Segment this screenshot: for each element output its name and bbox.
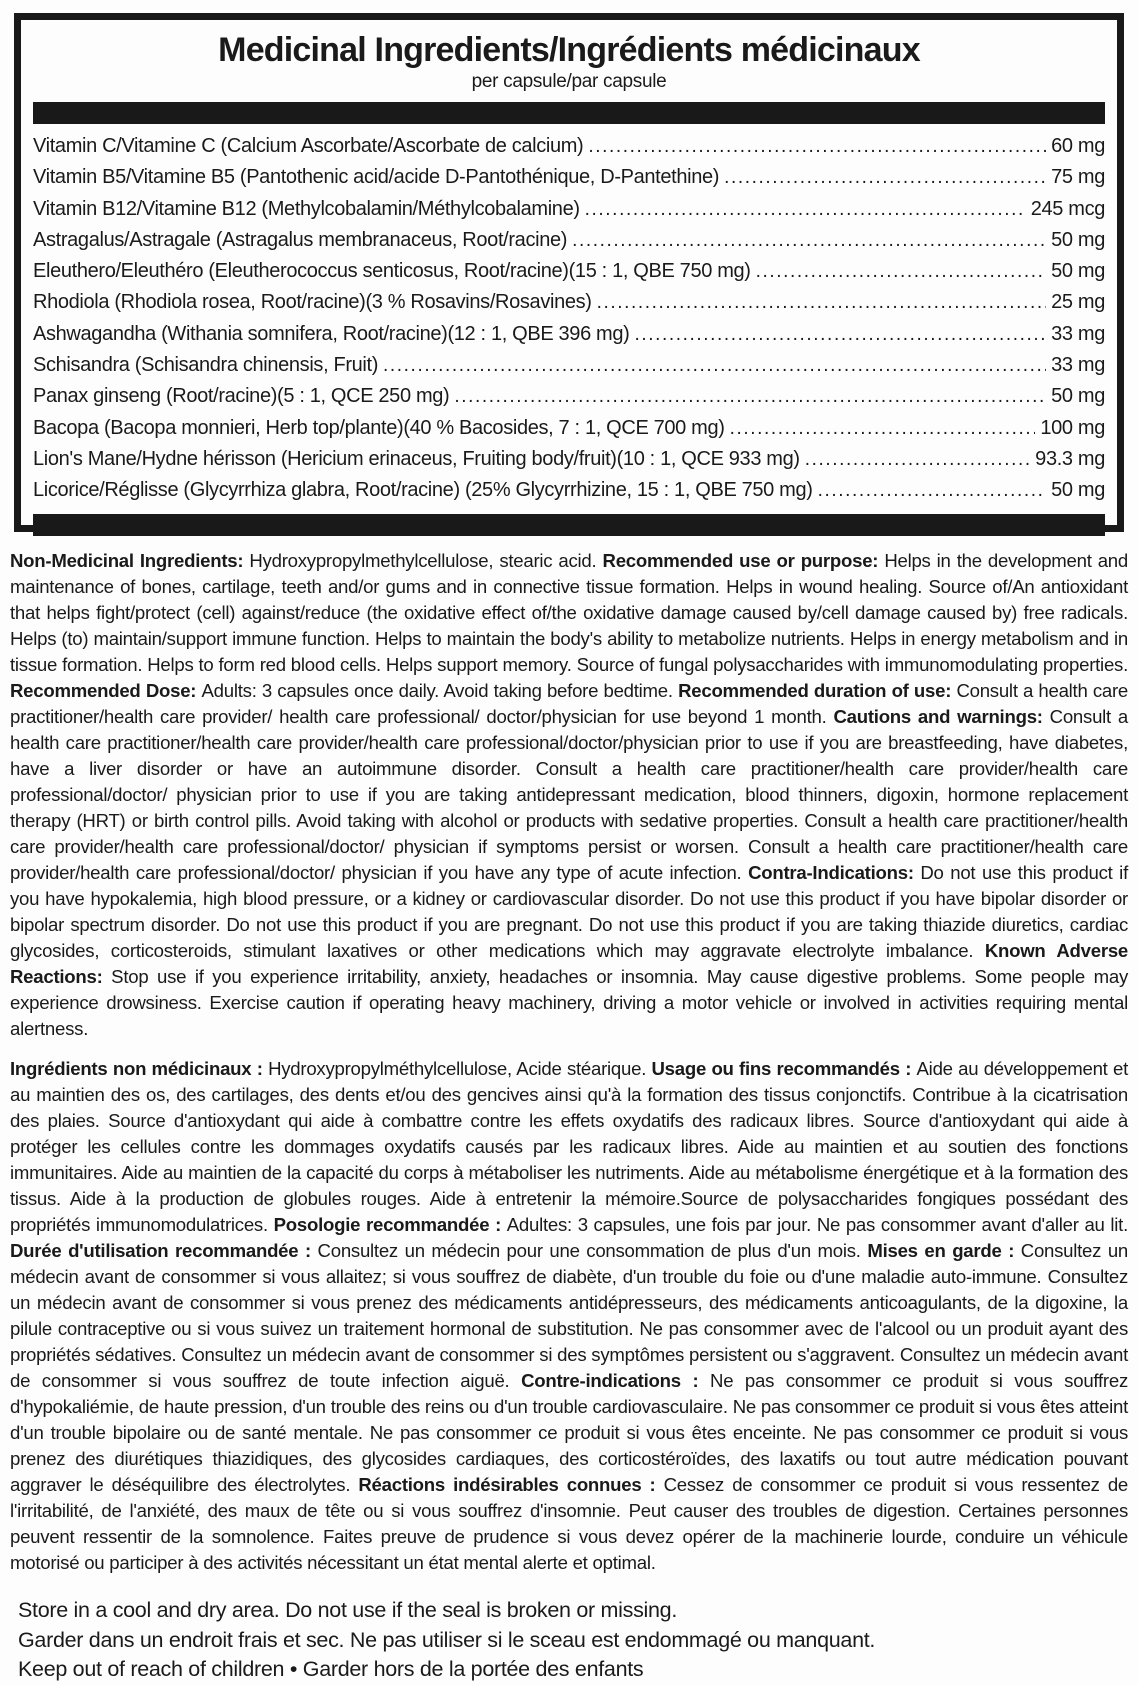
ingredient-amount: 33 mg	[1051, 354, 1105, 377]
section-heading: Réactions indésirables connues :	[358, 1474, 664, 1495]
ingredient-amount: 75 mg	[1051, 166, 1105, 189]
section-heading: Known Adverse Reactions:	[10, 940, 1129, 987]
ingredient-name: Schisandra (Schisandra chinensis, Fruit)	[33, 354, 379, 377]
section-text: Hydroxypropylméthylcellulose, Acide stéarique.	[268, 1058, 652, 1079]
ingredients-list	[33, 124, 1105, 507]
dot-leader	[724, 163, 1046, 193]
english-info-paragraph	[10, 548, 1128, 1042]
storage-line-en: Store in a cool and dry area. Do not use if the seal is broken or missing.	[18, 1598, 677, 1622]
section-heading: Non-Medicinal Ingredients:	[10, 550, 250, 571]
section-heading: Durée d'utilisation recommandée :	[10, 1240, 318, 1261]
section-text: Adults: 3 capsules once daily. Avoid taking before bedtime.	[201, 680, 679, 701]
dot-leader	[756, 257, 1047, 287]
ingredient-row	[33, 319, 1105, 350]
ingredient-amount: 25 mg	[1051, 291, 1105, 314]
section-heading: Recommended Dose:	[10, 680, 202, 701]
ingredient-row	[33, 475, 1105, 506]
ingredient-name: Licorice/Réglisse (Glycyrrhiza glabra, Root/racine) (25% Glycyrrhizine, 15 : 1, QBE 750 mg)	[33, 479, 813, 502]
dot-leader	[585, 195, 1026, 225]
storage-instructions	[18, 1596, 1128, 1685]
ingredient-amount: 50 mg	[1051, 260, 1105, 283]
section-heading: Recommended duration of use:	[678, 680, 957, 701]
ingredient-name: Eleuthero/Eleuthéro (Eleutherococcus senticosus, Root/racine)(15 : 1, QBE 750 mg)	[33, 260, 751, 283]
ingredient-row	[33, 194, 1105, 225]
ingredient-name: Vitamin C/Vitamine C (Calcium Ascorbate/Ascorbate de calcium)	[33, 135, 584, 157]
section-heading: Recommended use or purpose:	[602, 550, 885, 571]
ingredient-row	[33, 444, 1105, 475]
ingredient-row	[33, 413, 1105, 444]
divider-bar-bottom	[33, 514, 1105, 536]
section-text: Cessez de consommer ce produit si vous ressentez de l'irritabilité, de l'anxiété, des maux de tête ou si vous souffrez d'insomnie. Peut causer des troubles de digestion. Certaines personnes peuvent ressentir de la somnolence. Faites preuve de prudence si vous devez opérer de la machinerie lourde, conduire un véhicule motorisé ou participer à des activités nécessitant un état mental alerte et optimal.	[10, 1474, 1129, 1573]
section-text: Do not use this product if you have hypokalemia, high blood pressure, or a kidney or cardiovascular disorder. Do not use this product if you have bipolar disorder or bipolar spectrum disorder. Do not use this product if you are pregnant. Do not use this product if you are taking thiazide diuretics, cardiac glycosides, corticosteroids, stimulant laxatives or other medications which may aggravate electrolyte imbalance.	[10, 862, 1128, 961]
section-text: Consult a health care practitioner/health care provider/health care professional/doctor/physician prior to use if you are breastfeeding, have diabetes, have a liver disorder or have an autoimmune disorder. Consult a health care practitioner/health care provider/health care professional/doctor/ physician prior to use if you are taking antidepressant medication, blood thinners, digoxin, hormone replacement therapy (HRT) or birth control pills. Avoid taking with alcohol or products with sedative properties. Consult a health care practitioner/health care provider/health care professional/doctor/ physician if symptoms persist or worsen. Consult a health care practitioner/health care provider/health care professional/doctor/ physician if you have any type of acute infection.	[10, 706, 1128, 883]
ingredient-name: Astragalus/Astragale (Astragalus membranaceus, Root/racine)	[33, 228, 568, 251]
dot-leader	[383, 351, 1046, 381]
section-heading: Mises en garde :	[867, 1240, 1021, 1261]
section-text: Ne pas consommer ce produit si vous souffrez d'hypokaliémie, de haute pression, d'un trouble des reins ou d'un trouble cardiovasculaire. Ne pas consommer ce produit si vous êtes atteint d'un trouble bipolaire ou de santé mentale. Ne pas consommer ce produit si vous êtes enceinte. Ne pas consommer ce produit si vous prenez des diurétiques thiazidiques, des glycosides cardiaques, des corticostéroïdes, des laxatifs ou tout autre médication pouvant aggraver le déséquilibre des électrolytes.	[10, 1370, 1128, 1495]
ingredient-name: Ashwagandha (Withania somnifera, Root/racine)(12 : 1, QBE 396 mg)	[33, 322, 630, 345]
ingredient-name: Vitamin B12/Vitamine B12 (Methylcobalamin/Méthylcobalamine)	[33, 197, 580, 220]
panel-subtitle: per capsule/par capsule	[471, 71, 667, 92]
section-text: Hydroxypropylmethylcellulose, stearic acid.	[249, 550, 603, 571]
ingredient-amount: 33 mg	[1051, 322, 1105, 345]
ingredient-row	[33, 256, 1105, 287]
ingredient-name: Lion's Mane/Hydne hérisson (Hericium erinaceus, Fruiting body/fruit)(10 : 1, QCE 933 mg)	[33, 447, 800, 470]
section-heading: Ingrédients non médicinaux :	[10, 1058, 269, 1079]
ingredient-amount: 60 mg	[1051, 135, 1105, 157]
dot-leader	[730, 414, 1036, 444]
section-text: Consultez un médecin avant de consommer si vous allaitez; si vous souffrez de diabète, d'un trouble du foie ou d'une maladie auto-immune. Consultez un médecin avant de consommer si vous prenez des médicaments antidépresseurs, des médicaments anticoagulants, de la digoxine, la pilule contraceptive ou si vous suivez un traitement hormonal de substitution. Ne pas consommer avec de l'alcool ou un produit ayant des propriétés sédatives. Consultez un médecin avant de consommer si des symptômes persistent ou s'aggravent. Consultez un médecin avant de consommer si vous souffrez de toute infection aiguë.	[10, 1240, 1128, 1391]
ingredient-name: Vitamin B5/Vitamine B5 (Pantothenic acid/acide D-Pantothénique, D-Pantethine)	[33, 166, 720, 189]
ingredient-row	[33, 162, 1105, 193]
keep-out-of-reach-line: Keep out of reach of children • Garder hors de la portée des enfants	[18, 1657, 644, 1681]
dot-leader	[818, 476, 1047, 506]
section-heading: Contra-Indications:	[748, 862, 921, 883]
french-info-paragraph	[10, 1056, 1128, 1576]
section-heading: Contre-indications :	[521, 1370, 711, 1391]
divider-bar-top	[33, 102, 1105, 124]
section-text: Stop use if you experience irritability, anxiety, headaches or insomnia. May cause digestive problems. Some people may experience drowsiness. Exercise caution if operating heavy machinery, driving a motor vehicle or involved in activities requiring mental alertness.	[10, 966, 1128, 1039]
ingredient-row	[33, 381, 1105, 412]
section-text: Consult a health care practitioner/health care provider/ health care professional/ doctor/physician for use beyond 1 month.	[10, 680, 1129, 727]
dot-leader	[634, 320, 1046, 350]
storage-line-fr: Garder dans un endroit frais et sec. Ne pas utiliser si le sceau est endommagé ou manquant.	[18, 1627, 876, 1652]
dot-leader	[572, 226, 1046, 256]
ingredient-row	[33, 287, 1105, 318]
ingredient-name: Bacopa (Bacopa monnieri, Herb top/plante)(40 % Bacosides, 7 : 1, QCE 700 mg)	[33, 416, 725, 439]
section-heading: Cautions and warnings:	[833, 706, 1050, 727]
ingredient-amount: 93.3 mg	[1035, 447, 1105, 470]
ingredient-row	[33, 131, 1105, 162]
section-text: Helps in the development and maintenance of bones, cartilage, teeth and/or gums and in connective tissue formation. Helps in wound healing. Source of/An antioxidant that helps fight/protect (cell) against/reduce (the oxidative effect of/the oxidative damage caused by/cell damage caused by) free radicals. Helps (to) maintain/support immune function. Helps to maintain the body's ability to metabolize nutrients. Helps in energy metabolism and in tissue formation. Helps to form red blood cells. Helps support memory. Source of fungal polysaccharides with immunomodulating properties.	[10, 550, 1128, 675]
ingredient-row	[33, 225, 1105, 256]
dot-leader	[588, 132, 1046, 162]
supplement-label	[0, 13, 1138, 1685]
ingredient-name: Rhodiola (Rhodiola rosea, Root/racine)(3 % Rosavins/Rosavines)	[33, 291, 592, 314]
panel-title: Medicinal Ingredients/Ingrédients médicinaux	[218, 31, 920, 69]
ingredient-name: Panax ginseng (Root/racine)(5 : 1, QCE 250 mg)	[33, 385, 450, 408]
medicinal-ingredients-box	[14, 13, 1124, 532]
section-heading: Usage ou fins recommandés :	[651, 1058, 917, 1079]
section-heading: Posologie recommandée :	[273, 1214, 507, 1235]
section-text: Adultes: 3 capsules, une fois par jour. Ne pas consommer avant d'aller au lit.	[506, 1214, 1128, 1235]
ingredient-amount: 100 mg	[1040, 416, 1105, 439]
dot-leader	[597, 288, 1047, 318]
ingredient-row	[33, 350, 1105, 381]
ingredient-amount: 50 mg	[1051, 479, 1105, 502]
dot-leader	[805, 445, 1030, 475]
dot-leader	[454, 382, 1046, 412]
section-text: Aide au développement et au maintien des os, des cartilages, des dents et/ou des gencives ainsi qu'à la formation des tissus conjonctifs. Contribue à la cicatrisation des plaies. Source d'antioxydant qui aide à combattre contre les effets oxydatifs des radicaux libres. Source d'antioxydant qui aide à protéger les cellules contre les dommages oxydatifs causés par les radicaux libres. Aide au maintien et au soutien des fonctions immunitaires. Aide au maintien de la capacité du corps à métaboliser les nutriments. Aide au métabolisme énergétique et à la formation des tissus. Aide à la production de globules rouges. Aide à entretenir la mémoire.Source de polysaccharides fongiques possédant des propriétés immunomodulatrices.	[10, 1058, 1128, 1235]
ingredient-amount: 50 mg	[1051, 385, 1105, 408]
ingredient-amount: 50 mg	[1051, 228, 1105, 251]
section-text: Consultez un médecin pour une consommation de plus d'un mois.	[317, 1240, 868, 1261]
ingredient-amount: 245 mcg	[1030, 197, 1105, 220]
